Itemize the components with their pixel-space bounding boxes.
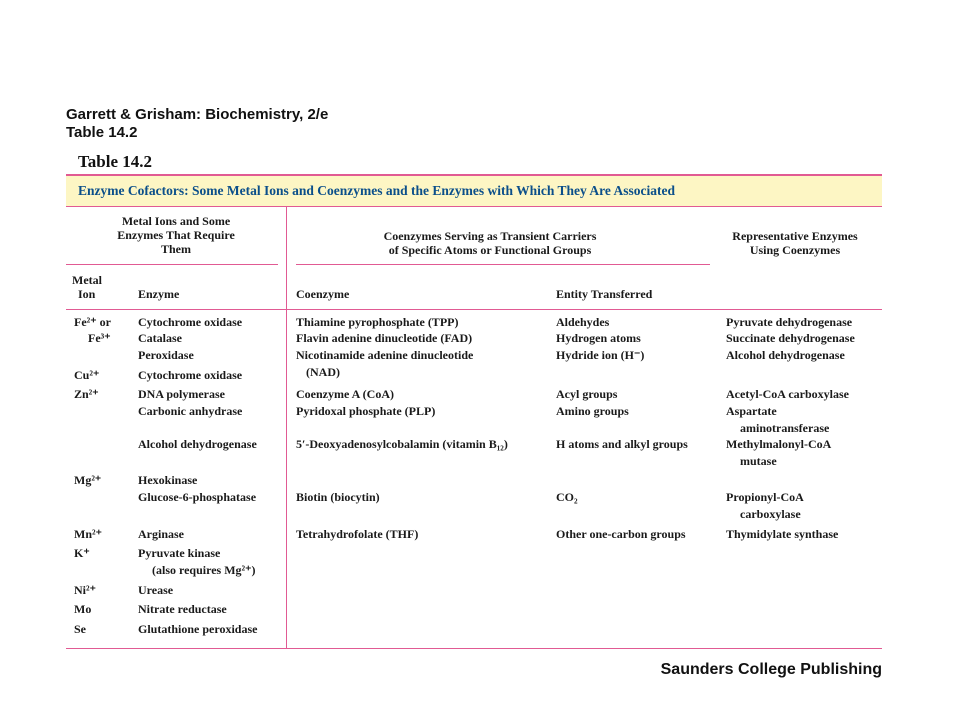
representative-enzyme-cell: Thymidylate synthase [726, 527, 839, 541]
entity-transferred-cell: Hydride ion (H⁻) [556, 348, 645, 362]
metal-group-header [96, 214, 256, 256]
metal-enzyme-cell: (also requires Mg²⁺) [152, 563, 256, 577]
publisher-credit: Saunders College Publishing [660, 661, 882, 678]
representative-enzyme-cell: Acetyl-CoA carboxylase [726, 387, 849, 401]
coenzyme-group-header-line: Coenzymes Serving as Transient Carriers [383, 229, 597, 243]
metal-ion-cell: Mg²⁺ [74, 473, 102, 487]
entity-transferred-cell: Other one-carbon groups [556, 527, 686, 541]
caption-bottom-rule [66, 206, 882, 207]
metal-enzyme-cell: Hexokinase [138, 473, 198, 487]
entity-transferred-cell: Aldehydes [556, 315, 610, 329]
metal-ion-cell: Fe²⁺ or [74, 315, 111, 329]
entity-transferred-cell: CO₂ [556, 490, 578, 504]
metal-enzyme-cell: Glucose-6-phosphatase [138, 490, 257, 504]
entity-transferred-cell: Acyl groups [556, 387, 618, 401]
metal-ion-column-header [72, 273, 102, 301]
entity-transferred-cell: H atoms and alkyl groups [556, 437, 688, 451]
representative-enzyme-cell: Alcohol dehydrogenase [726, 348, 845, 362]
metal-enzyme-cell: Carbonic anhydrase [138, 404, 243, 418]
metal-ion-header-line: Ion [78, 287, 96, 301]
table-bottom-rule [66, 648, 882, 649]
representative-enzyme-cell: mutase [740, 454, 777, 468]
coenzyme-cell: Biotin (biocytin) [296, 490, 380, 504]
metal-enzyme-cell: Catalase [138, 331, 182, 345]
metal-ion-cell: Mo [74, 602, 92, 616]
coenzyme-cell: (NAD) [306, 365, 340, 379]
metal-enzyme-cell: Alcohol dehydrogenase [138, 437, 257, 451]
table-caption: Enzyme Cofactors: Some Metal Ions and Coenzymes and the Enzymes with Which They Are Associated [78, 183, 675, 198]
representative-enzyme-cell: Succinate dehydrogenase [726, 331, 855, 345]
metal-enzyme-cell: Glutathione peroxidase [138, 622, 258, 636]
entity-transferred-cell: Amino groups [556, 404, 629, 418]
entity-transferred-cell: Hydrogen atoms [556, 331, 641, 345]
coenzyme-group-header-line: of Specific Atoms or Functional Groups [388, 243, 592, 257]
metal-group-header-line: Metal Ions and Some [121, 214, 231, 228]
metal-enzyme-cell: Cytochrome oxidase [138, 315, 243, 329]
metal-ion-cell: Ni²⁺ [74, 583, 96, 597]
coenzyme-cell: Thiamine pyrophosphate (TPP) [296, 315, 459, 329]
representative-enzyme-cell: Methylmalonyl-CoA [726, 437, 832, 451]
representative-enzyme-cell: Pyruvate dehydrogenase [726, 315, 853, 329]
metal-enzyme-cell: Urease [138, 583, 174, 597]
representative-enzyme-cell: Propionyl-CoA [726, 490, 804, 504]
column-header-rule [66, 309, 882, 310]
representative-group-header [720, 229, 870, 257]
entity-transferred-column-header: Entity Transferred [556, 287, 653, 301]
representative-group-header-line: Representative Enzymes [732, 229, 858, 243]
coenzyme-group-header [360, 229, 620, 257]
metal-group-header-line: Them [161, 242, 191, 256]
coenzyme-cell: Tetrahydrofolate (THF) [296, 527, 419, 541]
coenzyme-cell: 5′-Deoxyadenosylcobalamin (vitamin B₁₂) [296, 437, 508, 451]
metal-group-header-line: Enzymes That Require [117, 228, 235, 242]
metal-enzyme-cell: Nitrate reductase [138, 602, 227, 616]
metal-ion-cell: Fe³⁺ [88, 331, 111, 345]
column-divider [286, 207, 287, 648]
metal-enzyme-cell: DNA polymerase [138, 387, 225, 401]
representative-enzyme-cell: carboxylase [740, 507, 801, 521]
metal-enzyme-cell: Arginase [138, 527, 184, 541]
coenzyme-column-header: Coenzyme [296, 287, 350, 301]
metal-enzyme-cell: Cytochrome oxidase [138, 368, 243, 382]
metal-enzyme-cell: Pyruvate kinase [138, 546, 221, 560]
coenzyme-cell: Nicotinamide adenine dinucleotide [296, 348, 474, 362]
table-number: Table 14.2 [78, 152, 153, 171]
coenzyme-group-rule [296, 264, 710, 265]
coenzyme-cell: Pyridoxal phosphate (PLP) [296, 404, 436, 418]
representative-enzyme-cell: Aspartate [726, 404, 777, 418]
metal-group-rule [66, 264, 278, 265]
metal-ion-cell: K⁺ [74, 546, 90, 560]
table-reference: Table 14.2 [66, 124, 138, 141]
metal-ion-cell: Zn²⁺ [74, 387, 99, 401]
coenzyme-cell: Coenzyme A (CoA) [296, 387, 394, 401]
representative-enzyme-cell: aminotransferase [740, 421, 830, 435]
coenzyme-cell: Flavin adenine dinucleotide (FAD) [296, 331, 473, 345]
metal-ion-cell: Mn²⁺ [74, 527, 102, 541]
representative-group-header-line: Using Coenzymes [749, 243, 841, 257]
book-title: Garrett & Grisham: Biochemistry, 2/e [66, 106, 329, 123]
metal-enzyme-cell: Peroxidase [138, 348, 194, 362]
metal-ion-cell: Cu²⁺ [74, 368, 100, 382]
metal-ion-header-line: Metal [72, 273, 102, 287]
metal-ion-cell: Se [74, 622, 86, 636]
enzyme-column-header: Enzyme [138, 287, 180, 301]
